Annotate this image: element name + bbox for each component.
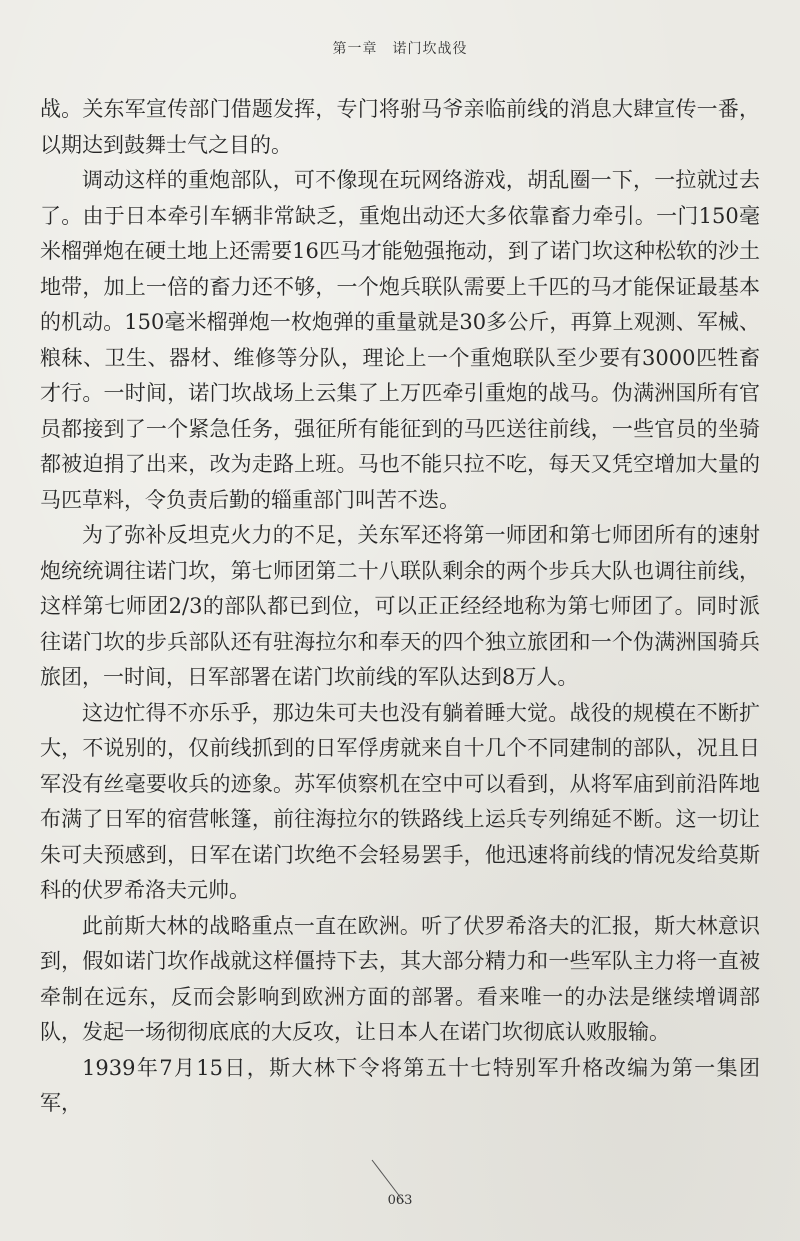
paragraph: 1939年7月15日，斯大林下令将第五十七特别军升格改编为第一集团军， (40, 1055, 760, 1115)
paragraph-continuation: 战。关东军宣传部门借题发挥，专门将驸马爷亲临前线的消息大肆宣传一番，以期达到鼓舞士气之目的。 (40, 97, 760, 157)
running-head: 第一章 诺门坎战役 (332, 41, 468, 57)
paragraph: 这边忙得不亦乐乎，那边朱可夫也没有躺着睡大觉。战役的规模在不断扩大，不说别的，仅前线抓到的日军俘虏就来自十几个不同建制的部队，况且日军没有丝毫要收兵的迹象。苏军侦察机在空中可以看到，从将军庙到前沿阵地布满了日军的宿营帐篷，前往海拉尔的铁路线上运兵专列绵延不断。这一切让朱可夫预感到，日军在诺门坎绝不会轻易罢手，他迅速将前线的情况发给莫斯科的伏罗希洛夫元帅。 (40, 700, 760, 902)
paragraph: 为了弥补反坦克火力的不足，关东军还将第一师团和第七师团所有的速射炮统统调往诺门坎，第七师团第二十八联队剩余的两个步兵大队也调往前线，这样第七师团2/3的部队都已到位，可以正正经经地称为第七师团了。同时派往诺门坎的步兵部队还有驻海拉尔和奉天的四个独立旅团和一个伪满洲国骑兵旅团，一时间，日军部署在诺门坎前线的军队达到8万人。 (40, 523, 760, 689)
page-number: 063 (387, 1193, 413, 1208)
body-text (40, 92, 760, 1122)
paragraph: 调动这样的重炮部队，可不像现在玩网络游戏，胡乱圈一下，一拉就过去了。由于日本牵引车辆非常缺乏，重炮出动还大多依靠畜力牵引。一门150毫米榴弹炮在硬土地上还需要16匹马才能勉强拖动，到了诺门坎这种松软的沙土地带，加上一倍的畜力还不够，一个炮兵联队需要上千匹的马才能保证最基本的机动。150毫米榴弹炮一枚炮弹的重量就是30多公斤，再算上观测、军械、粮秣、卫生、器材、维修等分队，理论上一个重炮联队至少要有3000匹牲畜才行。一时间，诺门坎战场上云集了上万匹牵引重炮的战马。伪满洲国所有官员都接到了一个紧急任务，强征所有能征到的马匹送往前线，一些官员的坐骑都被迫捐了出来，改为走路上班。马也不能只拉不吃，每天又凭空增加大量的马匹草料，令负责后勤的辎重部门叫苦不迭。 (40, 168, 760, 512)
paragraph: 此前斯大林的战略重点一直在欧洲。听了伏罗希洛夫的汇报，斯大林意识到，假如诺门坎作战就这样僵持下去，其大部分精力和一些军队主力将一直被牵制在远东，反而会影响到欧洲方面的部署。看来唯一的办法是继续增调部队，发起一场彻彻底底的大反攻，让日本人在诺门坎彻底认败服输。 (40, 913, 760, 1044)
